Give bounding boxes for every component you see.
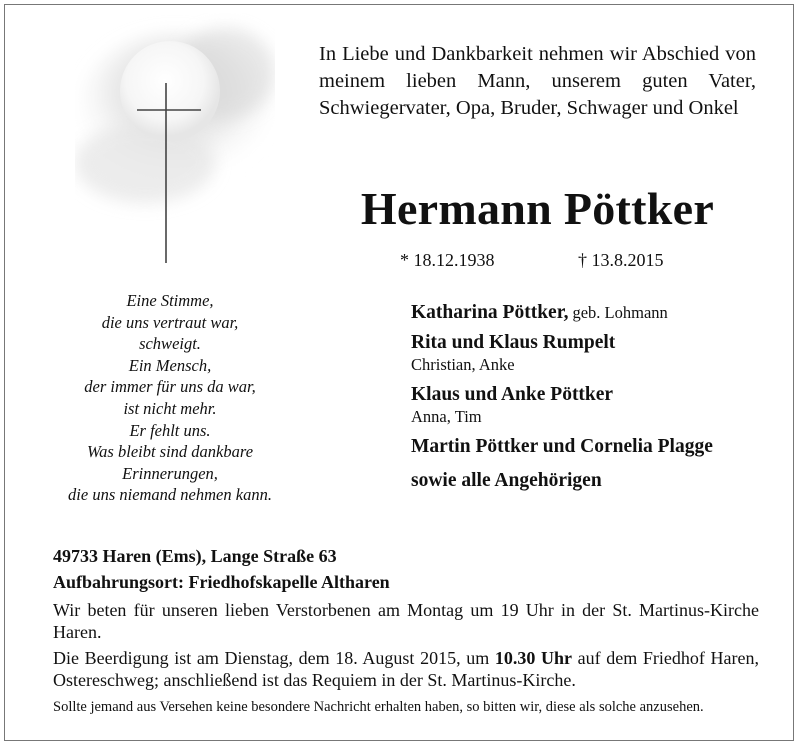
- funeral-notice: [53, 647, 759, 691]
- mourner-name: Martin Pöttker und Cornelia Plagge: [411, 436, 713, 457]
- mourner-name: sowie alle Angehörigen: [411, 470, 602, 491]
- mourner-name: Katharina Pöttker,: [411, 302, 569, 323]
- mourner-entry: [411, 469, 771, 493]
- intro-text: In Liebe und Dankbarkeit nehmen wir Abschied von meinem lieben Mann, unserem guten Vater, Schwiegervater, Opa, Bruder, Schwager und Onkel: [319, 43, 756, 119]
- poem-line: die uns niemand nehmen kann.: [68, 485, 272, 505]
- mourner-entry: [411, 383, 771, 427]
- funeral-text-start: Die Beerdigung ist am Dienstag, dem 18. August 2015, um: [53, 648, 495, 668]
- mourner-name: Klaus und Anke Pöttker: [411, 384, 614, 405]
- mourner-entry: [411, 331, 771, 375]
- mourner-entry: [411, 301, 771, 325]
- address: 49733 Haren (Ems), Lange Straße 63: [53, 546, 337, 566]
- obituary-card: [4, 4, 794, 741]
- poem-line: schweigt.: [139, 334, 201, 354]
- moon-icon: [120, 41, 220, 141]
- poem-line: Erinnerungen,: [122, 463, 218, 483]
- poem-line: der immer für uns da war,: [84, 377, 256, 397]
- funeral-text-end: auf dem Friedhof Haren, Ostereschweg; anschließend ist das Requiem in der St. Martinus-Kirche.: [53, 648, 759, 690]
- moon-cross-illustration: [75, 13, 275, 273]
- mourner-entry: [411, 435, 771, 459]
- footnote: Sollte jemand aus Versehen keine besondere Nachricht erhalten haben, so bitten wir, diese als solche anzusehen.: [53, 699, 704, 715]
- prayer-notice: Wir beten für unseren lieben Verstorbenen am Montag um 19 Uhr in der St. Martinus-Kirche Haren.: [53, 600, 759, 642]
- poem-line: Eine Stimme,: [126, 291, 214, 310]
- poem-line: Er fehlt uns.: [129, 420, 211, 440]
- deceased-name: Hermann Pöttker: [360, 183, 715, 234]
- birth-date: * 18.12.1938: [400, 250, 495, 270]
- poem-line: Ein Mensch,: [128, 355, 212, 375]
- service-details: [53, 543, 759, 717]
- poem-line: Was bleibt sind dankbare: [86, 442, 254, 462]
- death-date: † 13.8.2015: [578, 250, 664, 270]
- mourner-maiden-name: geb. Lohmann: [572, 303, 668, 322]
- poem: [45, 290, 295, 506]
- funeral-time: 10.30 Uhr: [494, 648, 572, 668]
- viewing-location: Aufbahrungsort: Friedhofskapelle Altharen: [53, 572, 390, 592]
- mourners-list: [411, 301, 771, 493]
- mourner-children: Christian, Anke: [411, 355, 515, 374]
- poem-line: die uns vertraut war,: [101, 312, 239, 332]
- mourner-name: Rita und Klaus Rumpelt: [411, 332, 616, 353]
- poem-line: ist nicht mehr.: [123, 398, 217, 418]
- mourner-children: Anna, Tim: [411, 407, 482, 426]
- life-dates: [400, 248, 664, 272]
